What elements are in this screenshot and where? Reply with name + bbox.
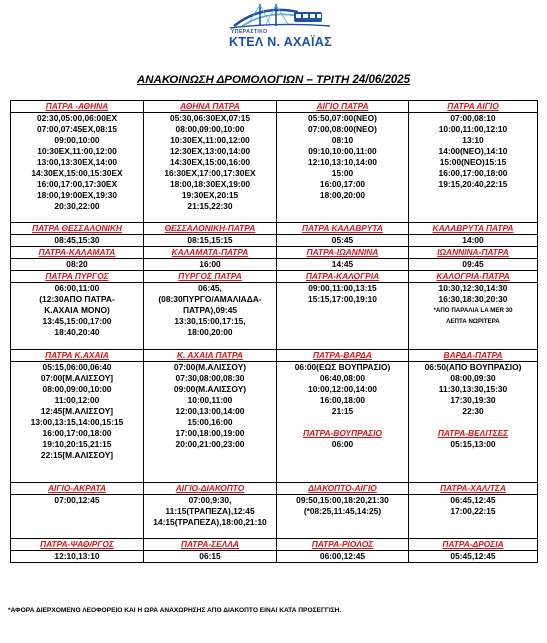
time-line: 05:15,13:00 [450,439,496,449]
time-line: 07:00[Μ.ΑΛΙΣΣΟΥ] [40,373,114,383]
time-line: 06:00,11:00 [54,283,100,293]
time-line: 11:00,12:00 [54,395,100,405]
time-line: 14:30ΕΧ,15:00,15:30ΕΧ [31,168,123,178]
time-line: 16:30,18:30,20:30 [438,294,508,304]
time-line: 19:10,20:15,21:15 [42,439,112,449]
route-times [409,495,538,539]
time-line: 06:45, [198,283,222,293]
route-note: *ΑΠΟ ΠΑΡΑΛΙΑ LA MER 30 [433,307,513,314]
time-line: 15:15,17:00,19:10 [308,294,377,304]
route-heading: ΠΑΤΡΑ ΑΙΓΙΟ [409,101,538,113]
route-heading: ΠΥΡΓΟΣ ΠΑΤΡΑ [144,271,277,283]
time-line: 13:30,15:00,17:15, [174,316,246,326]
time-line: 22:30 [462,406,484,416]
time-line: 10:30ΕΧ,11:00,12:00 [170,135,250,145]
route-heading: ΚΑΛΑΜΑΤΑ-ΠΑΤΡΑ [144,247,277,259]
time-line: 07:00,08:10 [450,113,496,123]
time-line: 13:00,13:15,14:00,15:15 [30,417,124,427]
time-line: 07:00,08:00(ΝΕΟ) [308,124,377,134]
time-line: 14:30ΕΧ,15:00,16:00 [169,157,251,167]
route-heading: ΒΑΡΔΑ-ΠΑΤΡΑ [409,350,538,362]
route-times [11,283,144,350]
route-subheading: ΠΑΤΡΑ-ΒΟΥΠΡΑΣΙΟ [303,428,382,438]
route-heading: ΑΘΗΝΑ ΠΑΤΡΑ [144,101,277,113]
route-heading: ΠΑΤΡΑ-ΨΑΘ/ΡΓΟΣ [11,539,144,551]
time-line: 16:00,18:00 [319,395,366,405]
time-line: 13:10 [462,135,484,145]
time-line: 07:00(Μ.ΑΛΙΣΣΟΥ) [173,362,247,372]
schedule-table [10,100,538,563]
time-line: (12:30ΑΠΟ ΠΑΤΡΑ- [39,294,115,304]
route-times [144,283,277,350]
route-times [11,362,144,483]
route-heading: ΠΑΤΡΑ-ΡΙΟΛΟΣ [277,539,409,551]
footnote: *ΑΦΟΡΑ ΔΙΕΡΧΟΜΕΝΟ ΛΕΟΦΟΡΕΙΟ ΚΑΙ Η ΩΡΑ ΑΝΑΧΩΡΗΣΗΣ ΑΠΟ ΔΙΑΚΟΠΤΟ ΕΙΝΑΙ ΚΑΤΑ ΠΡΟΣΕΓΓΙΣΗ. [8,607,342,614]
time-line: 06:45,12:45 [450,495,496,505]
time-line: 06:50(ΑΠΟ ΒΟΥΠΡΑΣΙΟ) [424,362,522,372]
route-heading: ΠΑΤΡΑ-ΙΩΑΝΝΙΝΑ [277,247,409,259]
route-times [409,283,538,350]
time-line: 12:30ΕΧ,13:00,14:00 [169,146,251,156]
route-times [144,495,277,539]
time-line: 09:00,10:00 [54,135,100,145]
route-heading: ΠΑΤΡΑ-ΔΡΟΣΙΑ [409,539,538,551]
route-heading: ΠΑΤΡΑ-ΚΑΛΟΓΡΙΑ [277,271,409,283]
time-line: 02:30,05:00,06:00ΕΧ [36,113,118,123]
route-times: 12:10,13:10 [11,551,144,563]
time-line: 21:15,22:30 [187,201,233,211]
route-times [277,283,409,350]
company-logo [212,2,342,54]
time-line: 07:00,9:30, [188,495,232,505]
time-line: ΠΑΤΡΑ),09:45 [182,305,238,315]
time-line: 11:15(ΤΡΑΠΕΖΑ),12:45 [165,506,255,516]
time-line: 16:00,17:00,17:30ΕΧ [36,179,118,189]
time-line: 12:10,13:10,14:00 [308,157,377,167]
route-times: 08:20 [11,259,144,271]
time-line: 09:00(Μ.ΑΛΙΣΣΟΥ) [173,384,247,394]
route-times: 08:45,15:30 [11,235,144,247]
bridge-bus-logo-icon [212,2,342,32]
page-title: ΑΝΑΚΟΙΝΩΣΗ ΔΡΟΜΟΛΟΓΙΩΝ – ΤΡΙΤΗ 24/06/2025 [136,74,411,86]
time-line: (08:30ΠΥΡΓΟ/ΑΜΑΛΙΑΔΑ- [158,294,262,304]
time-line: 10:00,11:00 [187,395,233,405]
time-line: 08:00,09:00,10:00 [175,124,245,134]
time-line: 09:10,10:00,11:00 [308,146,377,156]
route-heading: ΠΑΤΡΑ-ΒΑΡΔΑ [277,350,409,362]
time-line: 06:00(ΕΩΣ ΒΟΥΠΡΑΣΙΟ) [294,362,391,372]
time-line: 20:30,22:00 [54,201,100,211]
route-times: 14:45 [277,259,409,271]
time-line: 18:00,18:30ΕΧ,19:00 [169,179,251,189]
time-line: 14:15(ΤΡΑΠΕΖΑ),18:00,21:10 [153,517,267,527]
time-line: 07:00,12:45 [54,495,100,505]
route-heading: ΠΑΤΡΑ ΘΕΣΣΑΛΟΝΙΚΗ [11,223,144,235]
route-times: 06:00,12:45 [277,551,409,563]
time-line: 07:30,08:00,08:30 [175,373,245,383]
route-heading: ΠΑΤΡΑ ΚΑΛΑΒΡΥΤΑ [277,223,409,235]
time-line: 20:00,21:00,23:00 [175,439,245,449]
time-line: 15:00(ΝΕΟ)15:15 [439,157,507,167]
route-times: 16:00 [144,259,277,271]
time-line: 17:00,18:00,19:00 [175,428,245,438]
route-heading: ΠΑΤΡΑ-ΧΑΛ/ΤΣΑ [409,483,538,495]
route-times: 06:15 [144,551,277,563]
route-heading: ΑΙΓΙΟ-ΑΚΡΑΤΑ [11,483,144,495]
time-line: 10:00,11:00,12:10 [438,124,508,134]
time-line: 19:30ΕΧ,20:15 [181,190,239,200]
time-line: 16:30ΕΧ,17:00,17:30ΕΧ [164,168,256,178]
time-line: 07:00,07:45ΕΧ,08:15 [36,124,118,134]
time-line: 16:00,17:00,18:00 [438,168,508,178]
time-line: 08:10 [331,135,354,145]
time-line: 22:15[Μ.ΑΛΙΣΣΟΥ] [40,450,114,460]
route-times [11,495,144,539]
time-line: 06:40,08:00 [319,373,366,383]
logo-company-name: ΚΤΕΛ Ν. ΑΧΑΪΑΣ [229,35,332,49]
route-heading: ΚΑΛΑΒΡΥΤΑ ΠΑΤΡΑ [409,223,538,235]
time-line: 08:00,09:00,10:00 [42,384,112,394]
time-line: 14:00(ΝΕΟ),14:10 [438,146,508,156]
route-times: 09:45 [409,259,538,271]
time-line: 17:30,19:30 [450,395,496,405]
time-line: 08:00,09:30 [450,373,496,383]
route-times [144,362,277,483]
route-heading: ΑΙΓΙΟ-ΔΙΑΚΟΠΤΟ [144,483,277,495]
time-line: 06:00 [331,439,354,449]
route-times [144,113,277,223]
route-heading: ΔΙΑΚΟΠΤΟ-ΑΙΓΙΟ [277,483,409,495]
time-line: 09:50,15:00,18:20,21:30 [296,495,389,505]
time-line: 12:45[Μ.ΑΛΙΣΣΟΥ] [40,406,114,416]
time-line: 18:00,20:00 [319,190,366,200]
route-heading: ΙΩΑΝΝΙΝΑ-ΠΑΤΡΑ [409,247,538,259]
route-subheading: ΠΑΤΡΑ-ΒΕΛΙΤΣΕΣ [437,428,509,438]
route-times [277,362,409,483]
logo-caption: ΥΠΕΡΑΣΤΙΚΟ [231,29,268,35]
route-times: 05:45 [277,235,409,247]
time-line: 12:00,13:00,14:00 [175,406,245,416]
time-line: 16:00,17:00,18:00 [42,428,112,438]
time-line: 19:15,20:40,22:15 [438,179,508,189]
route-times: 08:15,15:15 [144,235,277,247]
time-line: 18:00,19:00ΕΧ,19:30 [36,190,118,200]
time-line: 05:30,06:30ΕΧ,07:15 [169,113,251,123]
route-heading: ΠΑΤΡΑ-ΣΕΛΛΑ [144,539,277,551]
route-heading: ΠΑΤΡΑ ΠΥΡΓΟΣ [11,271,144,283]
time-line: 17:00,22:15 [450,506,496,516]
route-times [11,113,144,223]
time-line: 15:00 [331,168,354,178]
time-line: 10:30ΕΧ,11:00,12:00 [37,146,117,156]
time-line: 18:00,20:00 [187,327,233,337]
route-heading: ΠΑΤΡΑ-ΚΑΛΑΜΑΤΑ [11,247,144,259]
route-heading: ΚΑΛΟΓΡΙΑ-ΠΑΤΡΑ [409,271,538,283]
route-times [277,113,409,223]
time-line: 05:50,07:00(ΝΕΟ) [308,113,377,123]
time-line: 11:30,13:30,15:30 [438,384,508,394]
route-heading: Κ. ΑΧΑΙΑ ΠΑΤΡΑ [144,350,277,362]
route-times: 14:00 [409,235,538,247]
time-line: 21:15 [331,406,354,416]
time-line: 13:45,15:00,17:00 [42,316,112,326]
time-line: 10:00,12:00,14:00 [308,384,377,394]
route-heading: ΠΑΤΡΑ Κ.ΑΧΑΙΑ [11,350,144,362]
time-line: 13:00,13:30ΕΧ,14:00 [36,157,118,167]
time-line: 15:00,16:00 [187,417,233,427]
time-line: 09:00,11:00,13:15 [308,283,377,293]
time-line: 18:40,20:40 [54,327,100,337]
route-times [409,362,538,483]
route-note: ΛΕΠΤΑ ΝΩΡΙΤΕΡΑ [446,318,500,325]
time-line: Κ.ΑΧΑΙΑ ΜΟΝΟ) [44,305,110,315]
route-times [409,113,538,223]
time-line: 16:00,17:00 [319,179,366,189]
time-line: (*08:25,11:45,14:25) [303,506,382,516]
route-heading: ΑΙΓΙΟ ΠΑΤΡΑ [277,101,409,113]
route-times [277,495,409,539]
time-line: 05:15,06:00,06:40 [42,362,112,372]
route-heading: ΠΑΤΡΑ -ΑΘΗΝΑ [11,101,144,113]
time-line: 10:30,12:30,14:30 [438,283,508,293]
route-heading: ΘΕΣΣΑΛΟΝΙΚΗ-ΠΑΤΡΑ [144,223,277,235]
route-times: 05:45,12:45 [409,551,538,563]
